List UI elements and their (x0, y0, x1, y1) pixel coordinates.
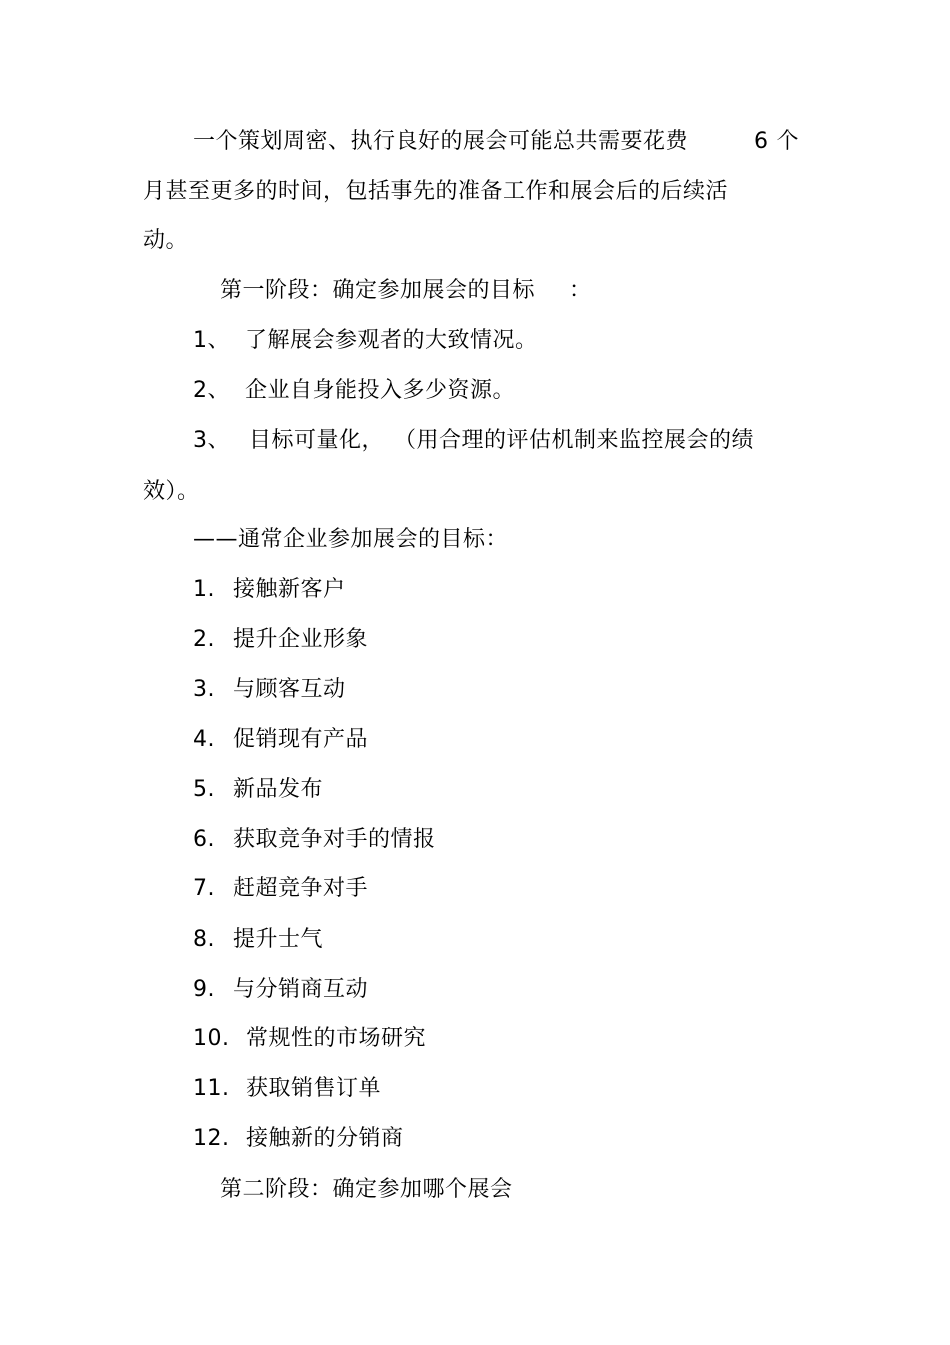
goal-item (193, 625, 368, 655)
stage2-heading: 第二阶段：确定参加哪个展会 (220, 1177, 513, 1202)
goal-text: 新品发布 (233, 777, 324, 802)
goal-number: 1. (193, 577, 215, 602)
step-item (193, 326, 538, 356)
step-number: 2、 (193, 378, 230, 403)
goal-number: 10. (193, 1026, 230, 1051)
goal-text: 获取竞争对手的情报 (233, 827, 436, 852)
goal-text: 接触新客户 (233, 577, 346, 602)
step-continuation: 效）。 (143, 479, 200, 504)
goal-item (193, 1074, 381, 1104)
goal-number: 3. (193, 677, 215, 702)
goal-text: 提升企业形象 (233, 627, 369, 652)
goal-number: 11. (193, 1076, 230, 1101)
step-text: 了解展会参观者的大致情况。 (245, 328, 538, 353)
goal-item (193, 975, 368, 1005)
goal-item (193, 825, 436, 855)
goal-number: 8. (193, 927, 215, 952)
goal-text: 赶超竞争对手 (233, 876, 369, 901)
intro-line-1-end: 个 (776, 129, 800, 154)
goal-item (193, 775, 323, 805)
step-number: 3、 (193, 428, 230, 453)
goal-number: 6. (193, 827, 215, 852)
step-text-continued: （用合理的评估机制来监控展会的绩 (394, 428, 755, 453)
goal-item (193, 675, 346, 705)
stage1-heading-colon: ： (569, 278, 592, 303)
goal-number: 7. (193, 876, 215, 901)
goal-number: 9. (193, 977, 215, 1002)
stage1-heading-text: 第一阶段：确定参加展会的目标 (220, 278, 536, 303)
goal-text: 获取销售订单 (246, 1076, 382, 1101)
goal-number: 12. (193, 1126, 230, 1151)
intro-line-1 (193, 127, 799, 157)
goal-item (193, 575, 346, 605)
goal-number: 4. (193, 727, 215, 752)
goal-text: 接触新的分销商 (246, 1126, 404, 1151)
goal-item (193, 874, 368, 904)
intro-line-1-number: 6 (754, 129, 769, 154)
goal-item (193, 725, 368, 755)
goals-heading: ——通常企业参加展会的目标： (193, 527, 509, 552)
step-text: 企业自身能投入多少资源。 (245, 378, 516, 403)
goal-text: 与分销商互动 (233, 977, 369, 1002)
goal-text: 提升士气 (233, 927, 324, 952)
step-number: 1、 (193, 328, 230, 353)
goal-number: 2. (193, 627, 215, 652)
intro-line-2: 月甚至更多的时间，包括事先的准备工作和展会后的后续活 (143, 179, 729, 204)
goal-text: 促销现有产品 (233, 727, 369, 752)
goal-number: 5. (193, 777, 215, 802)
goal-item (193, 1124, 404, 1154)
goal-text: 与顾客互动 (233, 677, 346, 702)
goal-text: 常规性的市场研究 (246, 1026, 427, 1051)
intro-line-1-text: 一个策划周密、执行良好的展会可能总共需要花费 (193, 129, 689, 154)
goal-item (193, 925, 323, 955)
intro-line-3: 动。 (143, 228, 189, 253)
step-text: 目标可量化， (249, 428, 385, 453)
step-item (193, 426, 754, 456)
goal-item (193, 1024, 426, 1054)
stage1-heading (220, 276, 592, 306)
step-item (193, 376, 515, 406)
